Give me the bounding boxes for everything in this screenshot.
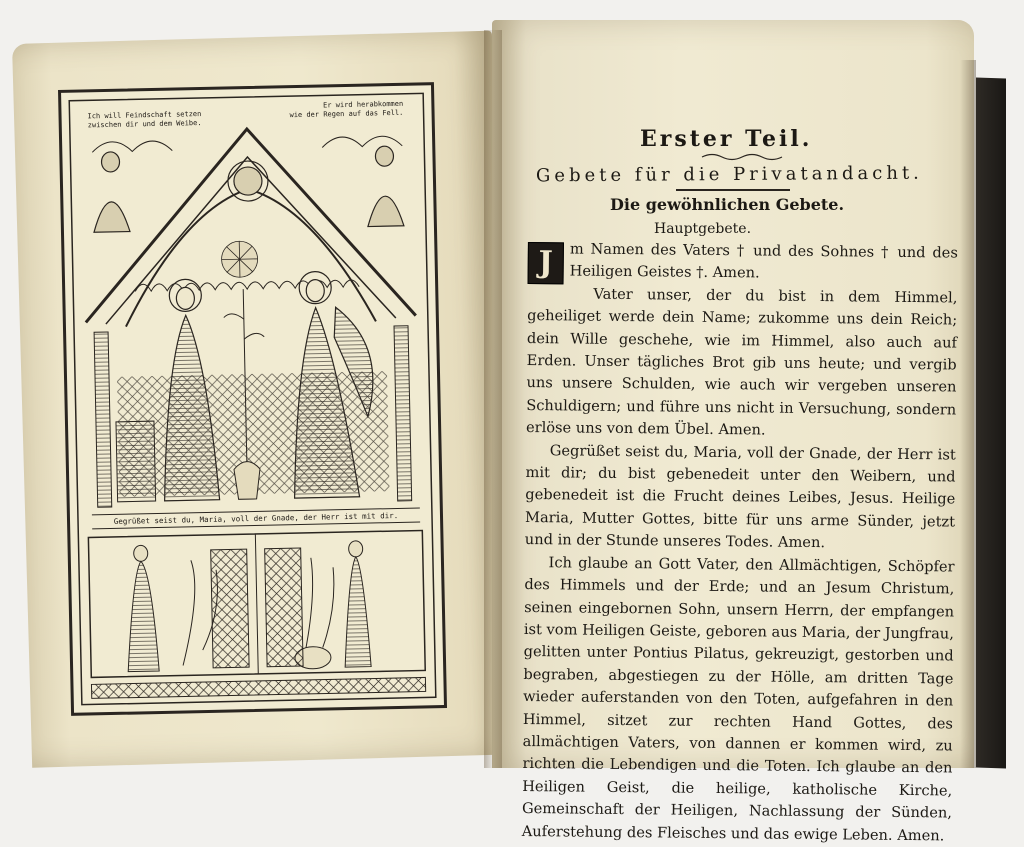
plate-caption: Gegrüßet seist du, Maria, voll der Gnade, der Herr ist mit dir. bbox=[92, 508, 420, 530]
dropcap-initial: J bbox=[528, 242, 564, 284]
paragraph-hail-mary: Gegrüßet seist du, Maria, voll der Gnade, der Herr ist mit dir; du bist gebenedeit unter den Weibern, und gebenedeit ist die Frucht deines Leibes, Jesus. Heilige Maria, Mutter Gottes, bitte für uns arme Sünder, jetzt und in der Stunde unseres Todes. Amen. bbox=[524, 441, 956, 552]
section-rule bbox=[676, 189, 790, 191]
section-title: Gebete für die Privatandacht. bbox=[535, 162, 923, 187]
ornament-squiggle bbox=[700, 152, 784, 162]
part-title: Erster Teil. bbox=[640, 126, 813, 152]
annunciation-engraving bbox=[58, 82, 447, 716]
sub-title: Die gewöhnlichen Gebete. bbox=[610, 195, 845, 214]
paragraph-our-father: Vater unser, der du bist in dem Himmel, geheiliget werde dein Name; zukomme uns dein Reich; dein Wille geschehe, wie im Himmel, also auch auf Erden. Unser tägliches Brot gib uns heute; und vergib uns unsere Schulden, wie auch wir vergeben unseren Schuldigern; und führe uns nicht in Versuchung, sondern erlöse uns von dem Übel. Amen. bbox=[525, 285, 958, 439]
small-title: Hauptgebete. bbox=[654, 221, 752, 237]
paragraph-text: m Namen des Vaters † und des Sohnes † und des Heiligen Geistes †. Amen. bbox=[569, 240, 958, 282]
book-cover-edge bbox=[976, 77, 1006, 768]
plate-banner-left: Ich will Feindschaft setzen zwischen dir und dem Weibe. bbox=[87, 110, 202, 130]
engraving-illustration bbox=[61, 85, 444, 713]
plate-banner-right: Er wird herabkommen wie der Regen auf das Fell. bbox=[289, 99, 404, 120]
page-edge-shadow bbox=[960, 60, 976, 768]
prayer-text bbox=[522, 238, 958, 847]
book-gutter bbox=[484, 30, 502, 768]
paragraph-sign-of-cross bbox=[528, 238, 958, 287]
paragraph-creed: Ich glaube an Gott Vater, den Allmächtigen, Schöpfer des Himmels und der Erde; und an Jesum Christum, seinen eingebornen Sohn, unsern Herrn, der empfangen ist vom Heiligen Geiste, geboren aus Maria, der Jungfrau, gelitten unter Pontius Pilatus, gekreuzigt, gestorben und begraben, abgestiegen zu der Hölle, am dritten Tage wieder auferstanden von den Toten, aufgefahren in den Himmel, sitzet zur rechten Hand Gottes, des allmächtigen Vaters, von dannen er kommen wird, zu richten die Lebendigen und die Toten. Ich glaube an den Heiligen Geist, die heilige, katholische Kirche, Gemeinschaft der Heiligen, Nachlassung der Sünden, Auferstehung des Fleisches und das ewige Leben. Amen. bbox=[521, 553, 955, 844]
